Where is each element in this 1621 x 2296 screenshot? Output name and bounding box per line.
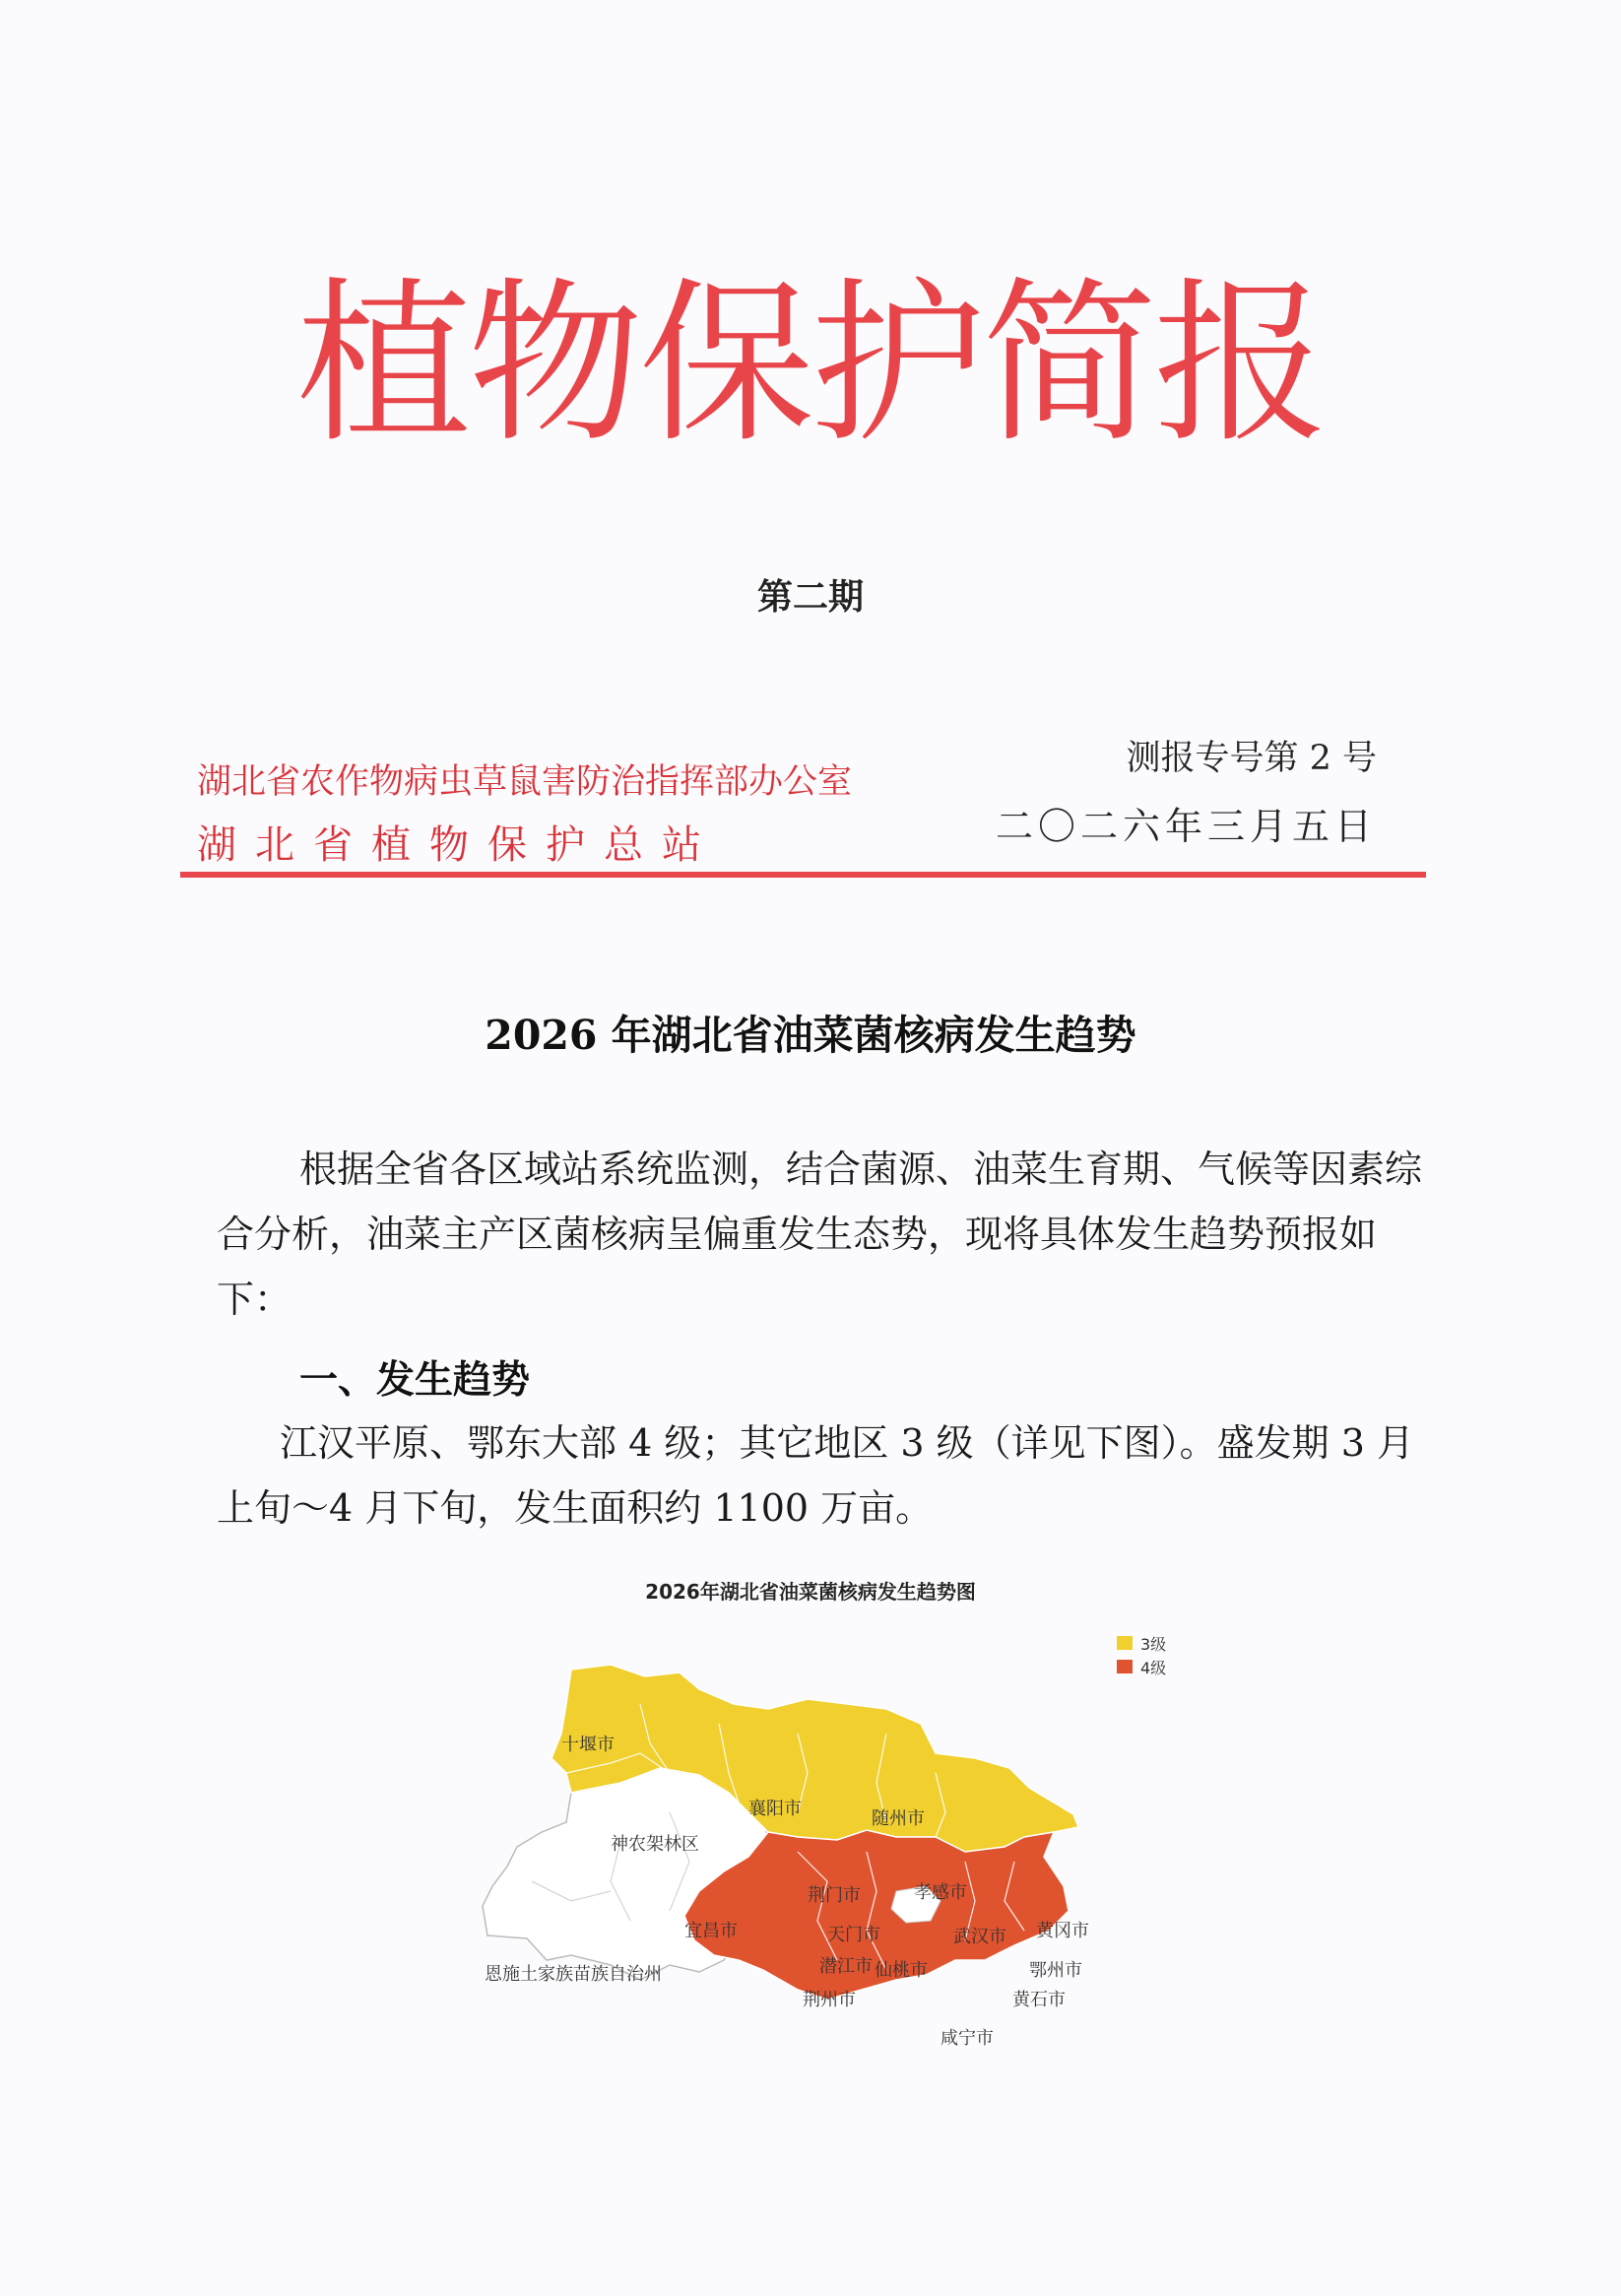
city-label-yichang: 宜昌市 [684,1921,738,1941]
city-label-ezhou: 鄂州市 [1029,1960,1082,1981]
article-title: 2026 年湖北省油菜菌核病发生趋势 [485,1012,1136,1059]
city-label-enshi: 恩施土家族苗族自治州 [485,1964,662,1985]
city-label-xiaogan: 孝感市 [914,1882,967,1903]
legend-swatch-level3 [1117,1636,1133,1650]
section-heading: 一、发生趋势 [299,1358,531,1403]
intro-paragraph: 根据全省各区域站系统监测，结合菌源、油菜生育期、气候等因素综合分析，油菜主产区菌核病呈偏重发生态势，现将具体发生趋势预报如下： [217,1148,1423,1321]
city-label-wuhan: 武汉市 [953,1927,1006,1947]
masthead-title: 植物保护简报 [296,262,1325,466]
issuing-office: 湖北省农作物病虫草鼠害防治指挥部办公室 [197,762,853,802]
city-label-tianmen: 天门市 [827,1925,880,1945]
issuing-station: 湖北省植物保护总站 [197,822,720,868]
city-label-suizhou: 随州市 [872,1808,925,1829]
trend-paragraph: 江汉平原、鄂东大部 4 级；其它地区 3 级（详见下图）。盛发期 3 月上旬～4 月下旬，发生面积约 1100 万亩。 [217,1421,1415,1530]
city-label-shennongjia: 神农架林区 [611,1834,699,1855]
city-label-shiyan: 十堰市 [561,1735,615,1755]
city-label-xiangyang: 襄阳市 [748,1799,802,1819]
issue-date: 二〇二六年三月五日 [995,805,1377,848]
city-label-xiantao: 仙桃市 [875,1960,928,1981]
hubei-risk-map [473,1665,1162,2108]
legend-label-level4: 4级 [1140,1658,1167,1677]
legend-label-level3: 3级 [1140,1634,1167,1654]
map-title: 2026年湖北省油菜菌核病发生趋势图 [645,1580,976,1604]
city-label-xianning: 咸宁市 [940,2028,994,2049]
city-label-jingzhou: 荆州市 [803,1990,856,2010]
special-number: 测报专号第 2 号 [1126,739,1377,778]
header-divider [180,872,1426,878]
city-label-huanggang: 黄冈市 [1036,1921,1089,1941]
legend-item-level3 [1117,1631,1166,1655]
city-label-jingmen: 荆门市 [808,1885,861,1906]
issue-number: 第二期 [756,577,864,618]
city-label-huangshi: 黄石市 [1012,1990,1066,2010]
city-label-qianjiang: 潜江市 [819,1956,873,1977]
